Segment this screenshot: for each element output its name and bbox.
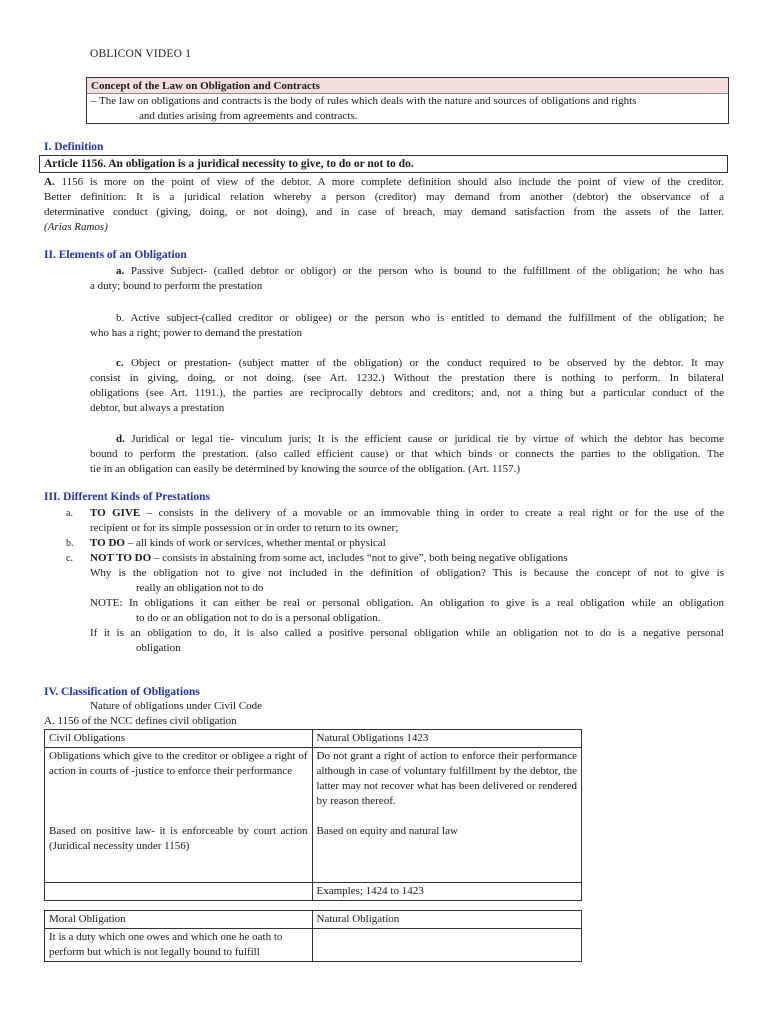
element-b xyxy=(90,311,724,341)
why-line-2: really an obligation not to do xyxy=(136,582,264,594)
if-line-1: If it is an obligation to do, it is also called a positive personal obligation while an obligation not to do is a negative personal xyxy=(90,627,724,639)
classification-note: A. 1156 of the NCC defines civil obligation xyxy=(44,715,237,727)
table-header-natural: Natural Obligations 1423 xyxy=(312,730,582,748)
element-c-line-1: Object or prestation- (subject matter of the obligation) or the conduct required to be observed by the debtor. It may xyxy=(123,357,724,369)
why-line-1: Why is the obligation not to give not included in the definition of obligation? This is because the concept of not to give is xyxy=(90,567,724,579)
prestation-b-line-1: – all kinds of work or services, whether mental or physical xyxy=(124,537,386,549)
element-a-line-1: Passive Subject- (called debtor or obligor) or the person who is bound to the fulfillment of the obligation; he who has xyxy=(124,265,724,277)
element-c xyxy=(90,356,724,416)
definition-paragraph xyxy=(44,175,724,235)
prestation-to-give xyxy=(90,506,724,536)
moral-natural-table xyxy=(44,910,582,962)
table-cell-examples: Examples; 1424 to 1423 xyxy=(312,883,582,901)
element-a-label: a. xyxy=(116,265,125,277)
element-d-label: d. xyxy=(116,433,125,445)
element-d-line-2: bound to perform the prestation. (also called efficient cause) or that which binds or connects the parties to the obligation. The xyxy=(90,448,724,460)
table-cell-empty xyxy=(45,883,313,901)
prestation-if-paragraph xyxy=(90,626,724,656)
table-cell-civil-desc xyxy=(45,748,313,883)
article-1156-box: Article 1156. An obligation is a juridical necessity to give, to do or not to do. xyxy=(39,155,728,173)
prestation-why-paragraph xyxy=(90,566,724,596)
table-row xyxy=(45,883,582,901)
table-cell-natural-2-desc xyxy=(312,929,582,962)
prestation-c-term: NOT TO DO xyxy=(90,552,152,564)
definition-line-2: Better definition: It is a juridical relation whereby a person (creditor) may demand from another (debtor) the observance of a xyxy=(44,191,724,203)
table-cell-moral-desc: It is a duty which one owes and which one he oath to perform but which is not legally bound to fulfill xyxy=(45,929,313,962)
concept-heading: Concept of the Law on Obligation and Contracts xyxy=(87,78,728,94)
concept-body xyxy=(87,94,728,124)
element-c-line-4: debtor, but always a prestation xyxy=(90,402,225,414)
prestation-b-marker: b. xyxy=(66,538,74,549)
element-d-line-3: tie in an obligation can easily be determined by knowing the source of the obligation. (Art. 1157.) xyxy=(90,463,521,475)
prestation-b-term: TO DO xyxy=(90,537,125,549)
natural-desc-2: Based on equity and natural law xyxy=(316,825,458,837)
element-c-label: c. xyxy=(116,357,124,369)
table-cell-natural-desc xyxy=(312,748,582,883)
concept-line-1: – The law on obligations and contracts is the body of rules which deals with the nature and sources of obligations and rights xyxy=(91,95,637,107)
prestation-a-line-2: recipient or for its simple possession or in order to return to its owner; xyxy=(90,522,399,534)
table-row xyxy=(45,929,582,962)
concept-box xyxy=(86,77,729,124)
civil-desc-2: Based on positive law- it is enforceable by court action (Juridical necessity under 1156) xyxy=(49,825,308,852)
civil-natural-table xyxy=(44,729,582,901)
definition-a-label: A. xyxy=(44,176,55,188)
section-classification-heading: IV. Classification of Obligations xyxy=(44,686,200,698)
element-c-line-3: obligations (see Art. 1191.), the parties are reciprocally debtors and creditors; and, not a thing but a particular conduct of the xyxy=(90,387,724,399)
table-header-moral: Moral Obligation xyxy=(45,911,313,929)
section-definition-heading: I. Definition xyxy=(44,141,104,153)
element-d xyxy=(90,432,724,477)
table-row xyxy=(45,730,582,748)
prestation-a-line-1: – consists in the delivery of a movable or an immovable thing in order to create a real right or for the use of the xyxy=(140,507,724,519)
if-line-2: obligation xyxy=(136,642,181,654)
element-b-line-2: who has a right; power to demand the prestation xyxy=(90,327,303,339)
element-b-line-1: b. Active subject-(called creditor or obligee) or the person who is entitled to demand the fulfillment of the obligation; he xyxy=(116,312,724,324)
table-header-natural-2: Natural Obligation xyxy=(312,911,582,929)
natural-desc-1: Do not grant a right of action to enforce their performance although in case of voluntary fulfillment by the debtor, the latter may not recover what has been delivered or rendered by reason thereof. xyxy=(316,750,577,807)
document-title: OBLICON VIDEO 1 xyxy=(90,48,192,60)
prestation-a-marker: a. xyxy=(66,508,73,519)
note-line-1: NOTE: In obligations it can either be real or personal obligation. An obligation to give is a real obligation while an obligation xyxy=(90,597,724,609)
classification-subheading: Nature of obligations under Civil Code xyxy=(90,700,262,712)
prestation-a-term: TO GIVE xyxy=(90,507,141,519)
element-c-line-2: consist in giving, doing, or not doing. (see Art. 1232.) Without the prestation there is nothing to perform. In bilateral xyxy=(90,372,724,384)
prestation-note-paragraph xyxy=(90,596,724,626)
prestation-not-to-do xyxy=(90,551,724,566)
concept-line-2: and duties arising from agreements and contracts. xyxy=(139,110,358,122)
table-header-civil: Civil Obligations xyxy=(45,730,313,748)
prestation-c-marker: c. xyxy=(66,553,73,564)
prestation-to-do xyxy=(90,536,724,551)
section-elements-heading: II. Elements of an Obligation xyxy=(44,249,187,261)
prestation-c-line-1: – consists in abstaining from some act, includes “not to give”, both being negative obligations xyxy=(151,552,568,564)
note-line-2: to do or an obligation not to do is a personal obligation. xyxy=(136,612,381,624)
element-d-line-1: Juridical or legal tie- vinculum juris; It is the efficient cause or juridical tie by virtue of which the debtor has become xyxy=(124,433,724,445)
section-prestations-heading: III. Different Kinds of Prestations xyxy=(44,491,211,503)
civil-desc-1: Obligations which give to the creditor or obligee a right of action in courts of -justice to enforce their performance xyxy=(49,750,308,777)
element-a-line-2: a duty; bound to perform the prestation xyxy=(90,280,263,292)
definition-line-3: determinative conduct (giving, doing, or not doing), and in case of breach, may demand satisfaction from the assets of the latter. xyxy=(44,206,724,218)
table-row xyxy=(45,911,582,929)
definition-citation: (Arias Ramos) xyxy=(44,221,108,233)
definition-line-1: 1156 is more on the point of view of the debtor. A more complete definition should also include the point of view of the creditor. xyxy=(54,176,724,188)
element-a xyxy=(90,264,724,294)
table-row xyxy=(45,748,582,883)
